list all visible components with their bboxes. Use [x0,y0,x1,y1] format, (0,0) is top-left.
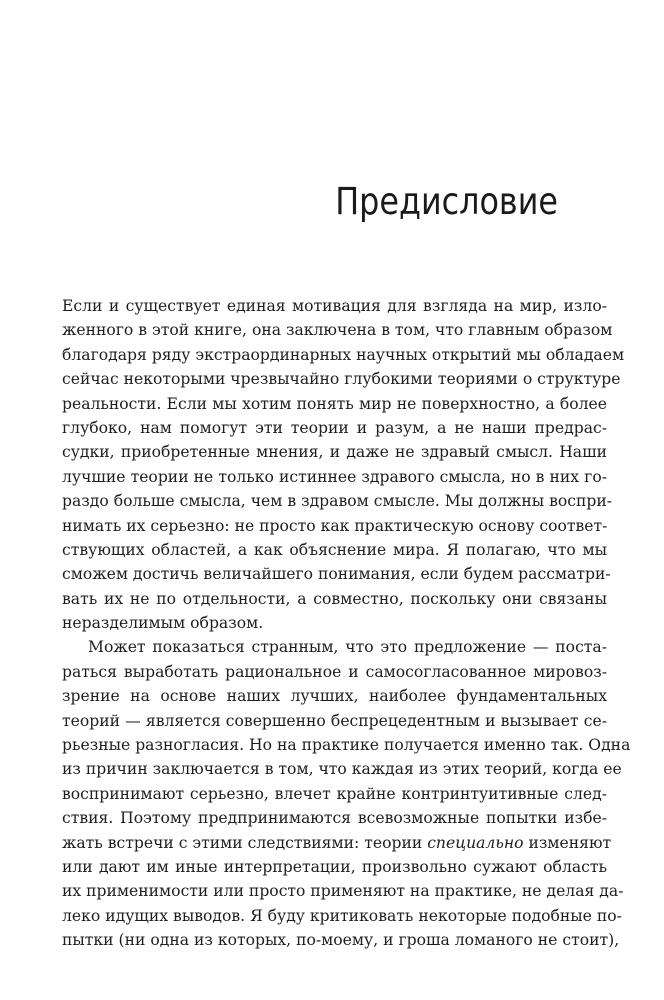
text-line: теорий — является совершенно беспрецедентным и вызывает се- [62,711,607,730]
paragraph-1 [62,294,625,635]
text-line: сейчас некоторыми чрезвычайно глубокими теориями о структуре [62,370,621,389]
text-line: пытки (ни одна из которых, по-моему, и гроша ломаного не стоит), [62,931,620,950]
text-line: женного в этой книге, она заключена в том, что главным образом [62,321,613,340]
text-line: вать их не по отдельности, а совместно, поскольку они связаны [62,589,607,608]
text-line: из причин заключается в том, что каждая из этих теорий, когда ее [62,760,622,779]
chapter-title: Предисловие [335,180,558,223]
text-line: зрение на основе наших лучших, наиболее фундаментальных [62,687,607,706]
text-line: благодаря ряду экстраординарных научных открытий мы обладаем [62,345,625,364]
emphasized-word: специально [427,833,524,852]
text-line: лучшие теории не только истиннее здравого смысла, но в них го- [62,467,607,486]
text-line: рьезные разногласия. Но на практике получается именно так. Одна [62,736,631,755]
text-line: реальности. Если мы хотим понять мир не поверхностно, а более [62,394,607,413]
text-segment: жать встречи с этими следствиями: теории [62,833,428,852]
text-line: Может показаться странным, что это предложение — поста- [88,638,607,657]
text-line-with-emphasis [62,831,612,855]
text-line: судки, приобретенные мнения, и даже не здравый смысл. Наши [62,443,607,462]
body-text [62,294,631,953]
text-line: неразделимым образом. [62,614,264,633]
text-line: их применимости или просто применяют на практике, не делая да- [62,882,624,901]
text-line: Если и существует единая мотивация для взгляда на мир, изло- [62,297,607,315]
text-line: нимать их серьезно: не просто как практическую основу соответ- [62,516,608,535]
text-line: сможем достичь величайшего понимания, если будем рассматри- [62,565,611,584]
paragraph-2 [62,635,631,952]
text-line: ствующих областей, а как объяснение мира. Я полагаю, что мы [62,540,607,559]
text-line: воспринимают серьезно, влечет крайне контринтуитивные след- [62,784,607,803]
text-line: или дают им иные интерпретации, произвольно сужают область [62,857,607,876]
text-segment: изменяют [523,833,612,852]
text-line: ствия. Поэтому предпринимаются всевозможные попытки избе- [62,809,607,828]
text-line: раться выработать рациональное и самосогласованное мировоз- [62,662,607,681]
text-line: раздо больше смысла, чем в здравом смысле. Мы должны воспри- [62,492,613,511]
text-line: глубоко, нам помогут эти теории и разум, а не наши предрас- [62,418,607,437]
text-line: леко идущих выводов. Я буду критиковать некоторые подобные по- [62,906,622,925]
